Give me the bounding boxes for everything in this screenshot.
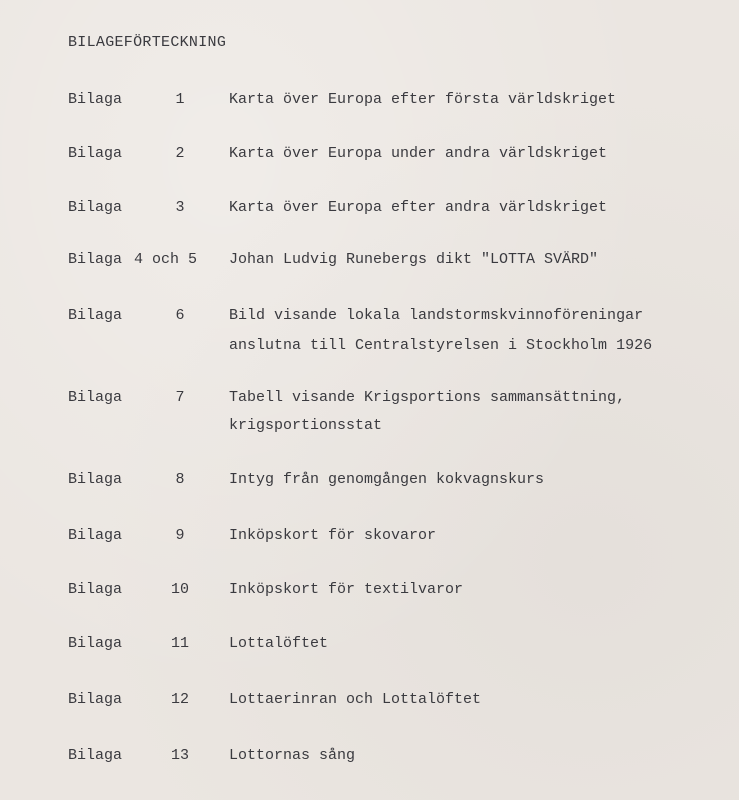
- entry-description: Johan Ludvig Runebergs dikt "LOTTA SVÄRD": [229, 251, 599, 268]
- entry-description: Bild visande lokala landstormskvinnoföreningar: [229, 307, 644, 324]
- entry-label: Bilaga: [68, 389, 123, 406]
- document-title: BILAGEFÖRTECKNING: [68, 34, 227, 51]
- entry-number: 6: [175, 307, 185, 324]
- entry-number: 8: [175, 471, 185, 488]
- entry-number: 13: [170, 747, 189, 764]
- entry-description: Lottalöftet: [229, 635, 329, 652]
- entry-label: Bilaga: [68, 691, 123, 708]
- entry-number: 10: [170, 581, 189, 598]
- entry-label: Bilaga: [68, 199, 123, 216]
- entry-number: 3: [175, 199, 185, 216]
- entry-label: Bilaga: [68, 581, 123, 598]
- entry-label: Bilaga: [68, 251, 123, 268]
- entry-number: 11: [170, 635, 189, 652]
- entry-description: Lottornas sång: [229, 747, 356, 764]
- entry-number: 7: [175, 389, 185, 406]
- entry-number: 12: [170, 691, 189, 708]
- entry-label: Bilaga: [68, 635, 123, 652]
- entry-label: Bilaga: [68, 307, 123, 324]
- entry-number: 2: [175, 145, 185, 162]
- entry-label: Bilaga: [68, 747, 123, 764]
- entry-description: Tabell visande Krigsportions sammansättning,: [229, 389, 626, 406]
- entry-label: Bilaga: [68, 145, 123, 162]
- entry-number: 9: [175, 527, 185, 544]
- entry-label: Bilaga: [68, 527, 123, 544]
- entry-description: Karta över Europa efter andra världskriget: [229, 199, 608, 216]
- entry-description-line-2: anslutna till Centralstyrelsen i Stockholm 1926: [229, 337, 653, 354]
- entry-description: Inköpskort för textilvaror: [229, 581, 464, 598]
- entry-label: Bilaga: [68, 91, 123, 108]
- entry-description: Karta över Europa under andra världskriget: [229, 145, 608, 162]
- entry-description-line-2: krigsportionsstat: [229, 417, 383, 434]
- entry-number: 4 och 5: [134, 251, 198, 268]
- entry-number: 1: [175, 91, 185, 108]
- entry-label: Bilaga: [68, 471, 123, 488]
- entry-description: Lottaerinran och Lottalöftet: [229, 691, 482, 708]
- entry-description: Inköpskort för skovaror: [229, 527, 437, 544]
- entry-description: Intyg från genomgången kokvagnskurs: [229, 471, 545, 488]
- entry-description: Karta över Europa efter första världskriget: [229, 91, 617, 108]
